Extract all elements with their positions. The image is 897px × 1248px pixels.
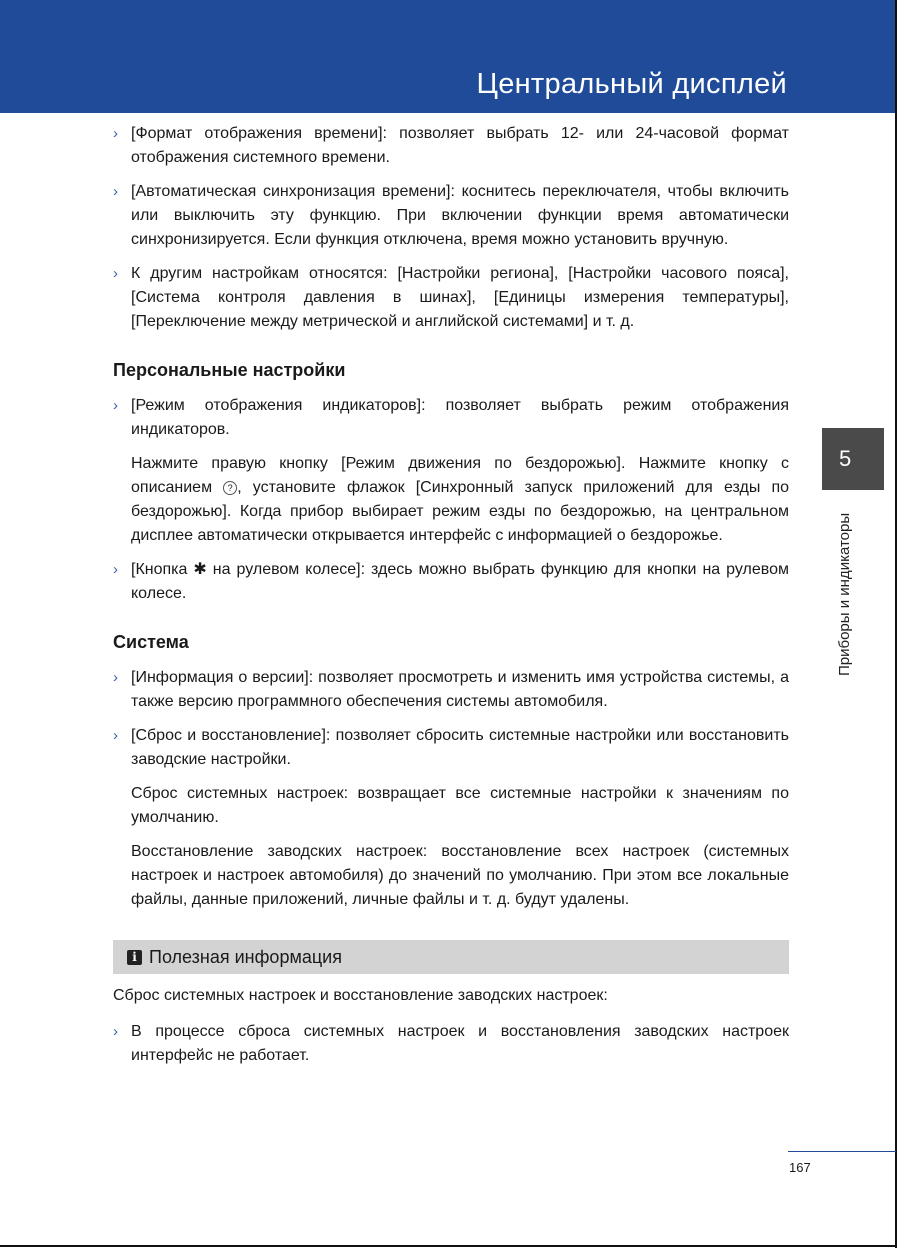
list-item-text: [Сброс и восстановление]: позволяет сбросить системные настройки или восстановить заводские настройки.	[131, 727, 789, 768]
paragraph: Восстановление заводских настроек: восстановление всех настроек (системных настроек и настроек автомобиля) до значений по умолчанию. При этом все локальные файлы, данные приложений, личные файлы и т. д. будут удалены.	[131, 843, 789, 908]
chevron-right-icon: ›	[113, 727, 118, 744]
paragraph: Сброс системных настроек: возвращает все системные настройки к значениям по умолчанию.	[131, 785, 789, 826]
list-item-text: [Автоматическая синхронизация времени]: коснитесь переключателя, чтобы включить или выключить эту функцию. При включении функции время автоматически синхронизируется. Если функция отключена, время можно установить вручную.	[131, 183, 789, 248]
list-item	[113, 724, 789, 772]
paragraph-text: Нажмите правую кнопку [Режим движения по бездорожью]. Нажмите кнопку с описанием	[131, 455, 789, 496]
help-icon: ?	[223, 481, 237, 495]
page-content	[113, 122, 789, 1078]
chevron-right-icon: ›	[113, 397, 118, 414]
chevron-right-icon: ›	[113, 669, 118, 686]
info-intro: Сброс системных настроек и восстановление заводских настроек:	[113, 987, 608, 1004]
info-icon: i	[127, 950, 142, 965]
page-title: Центральный дисплей	[476, 68, 787, 100]
paragraph	[113, 452, 789, 548]
chevron-right-icon: ›	[113, 561, 118, 578]
chapter-number: 5	[839, 446, 852, 471]
list-item-text: [Информация о версии]: позволяет просмотреть и изменить имя устройства системы, а также версию программного обеспечения системы автомобиля.	[131, 669, 789, 710]
list-item-text: [Кнопка ✱ на рулевом колесе]: здесь можно выбрать функцию для кнопки на рулевом колесе.	[131, 561, 789, 602]
info-box-title: Полезная информация	[149, 947, 342, 967]
chapter-label: Приборы и индикаторы	[836, 512, 853, 676]
list-item	[113, 666, 789, 714]
list-item	[113, 558, 789, 606]
footer-rule	[788, 1151, 896, 1152]
chapter-tab	[822, 428, 884, 490]
list-item-text: К другим настройкам относятся: [Настройки региона], [Настройки часового пояса], [Система контроля давления в шинах], [Единицы измерения температуры], [Переключение между метрической и английской системами] и т. д.	[131, 265, 789, 330]
chevron-right-icon: ›	[113, 125, 118, 142]
section-heading-system: Система	[113, 632, 189, 652]
list-item	[113, 180, 789, 252]
bottom-rule	[0, 1245, 897, 1247]
chevron-right-icon: ›	[113, 265, 118, 282]
list-item	[113, 262, 789, 334]
list-item	[113, 1020, 789, 1068]
chevron-right-icon: ›	[113, 183, 118, 200]
list-item-text: [Формат отображения времени]: позволяет выбрать 12- или 24-часовой формат отображения системного времени.	[131, 125, 789, 166]
page-number: 167	[789, 1160, 811, 1175]
paragraph-text: , установите флажок [Синхронный запуск приложений для езды по бездорожью]. Когда прибор выбирает режим езды по бездорожью, на центральном дисплее автоматически открывается интерфейс с информацией о бездорожье.	[131, 479, 790, 544]
list-item	[113, 122, 789, 170]
info-box-header	[113, 940, 789, 974]
list-item	[113, 394, 789, 442]
list-item-text: В процессе сброса системных настроек и восстановления заводских настроек интерфейс не работает.	[131, 1023, 789, 1064]
section-heading-personal: Персональные настройки	[113, 360, 346, 380]
list-item-text: [Режим отображения индикаторов]: позволяет выбрать режим отображения индикаторов.	[131, 397, 789, 438]
page-header	[0, 0, 897, 113]
chevron-right-icon: ›	[113, 1023, 118, 1040]
